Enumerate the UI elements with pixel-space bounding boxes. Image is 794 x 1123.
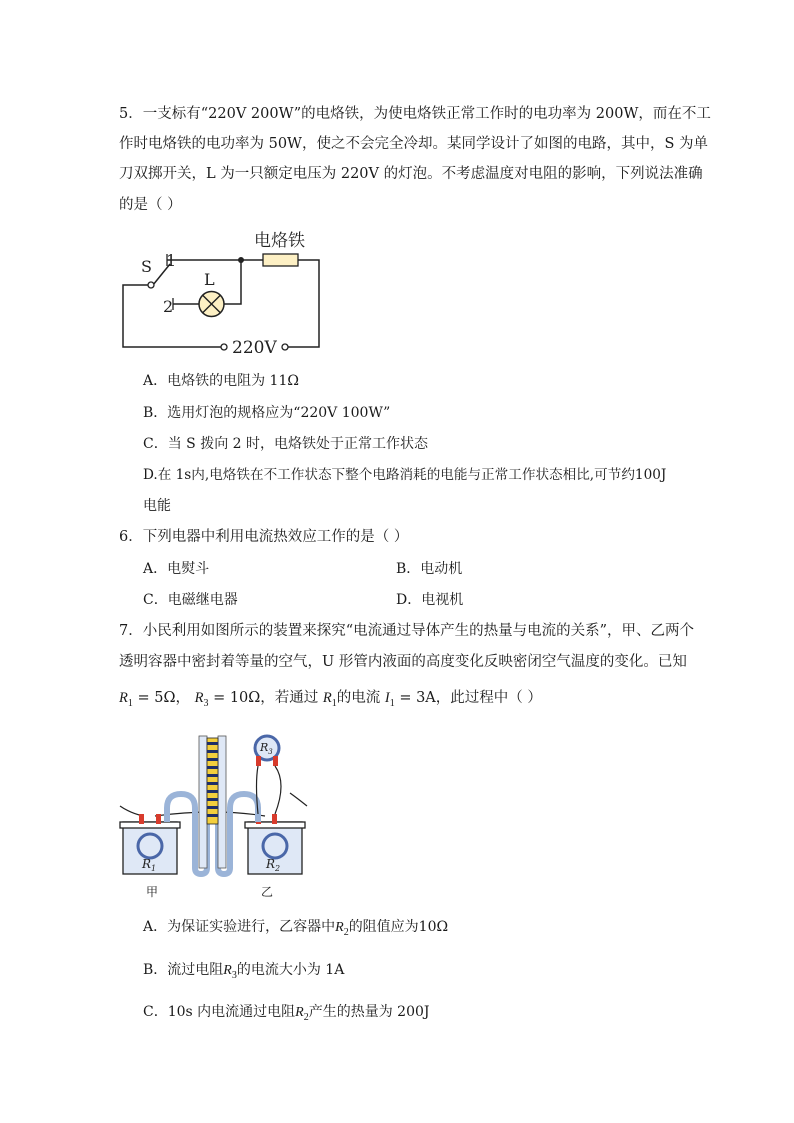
q7-stem-line-2: 透明容器中密封着等量的空气，U 形管内液面的高度变化反映密闭空气温度的变化。已知 [119,654,687,670]
current-through: 的电流 [336,690,381,706]
q7-option-c-pre: C．10s 内电流通过电阻 [143,1004,296,1020]
q7-option-a [143,917,448,943]
r3-symbol-b: $R_3$ [223,963,237,981]
r2-label: $R_2$ [266,857,281,873]
source-label: 220V [232,338,277,357]
lamp-icon [199,292,224,317]
iron-resistor [263,254,298,266]
r1-symbol: $R_1$ [119,690,133,709]
switch-label: S [141,257,152,276]
r3-label: $R_3$ [260,741,273,756]
r2-symbol-c: $R_2$ [295,1005,309,1023]
q7-option-b [143,960,344,986]
q7-option-a-post: 的阻值应为10Ω [348,919,449,935]
q7-apparatus-diagram [115,728,315,903]
q7-option-b-pre: B．流过电阻 [143,962,224,978]
q5-option-d: D.在 1s内,电烙铁在不工作状态下整个电路消耗的电能与正常工作状态相比,可节约100J [143,467,667,483]
lamp-label: L [204,270,215,289]
q5-stem-line-4: 的是（ ） [119,197,182,213]
contact-2-label: 2 [163,297,174,316]
q5-stem-line-2: 作时电烙铁的电功率为 50W，使之不会完全冷却。某同学设计了如图的电路，其中，S 为单 [119,136,709,152]
r1-value: = 5Ω， [137,690,190,706]
i1-symbol: $I_1$ [384,690,395,709]
q6-stem: 6．下列电器中利用电流热效应工作的是（ ） [119,529,409,545]
q5-option-b: B．选用灯泡的规格应为“220V 100W” [143,405,391,421]
q5-stem-line-3: 刀双掷开关，L 为一只额定电压为 220V 的灯泡。不考虑温度对电阻的影响，下列说法准确 [119,166,703,182]
iron-label: 电烙铁 [254,231,305,251]
container-yi-label: 乙 [261,885,274,899]
i1-value: = 3A，此过程中（ ） [399,690,542,706]
q6-option-a: A．电熨斗 [143,561,210,577]
r1-label: $R_1$ [142,857,157,873]
q7-stem-line-1: 7．小民利用如图所示的装置来探究“电流通过导体产生的热量与电流的关系”，甲、乙两个 [119,623,695,639]
q6-option-d: D．电视机 [396,592,464,608]
r1-symbol-2: $R_1$ [322,690,337,709]
r3-symbol: $R_3$ [194,690,209,709]
q6-option-b: B．电动机 [396,561,463,577]
contact-1-label: 1 [166,251,177,270]
container-jia [120,814,180,874]
r2-symbol: $R_2$ [335,920,349,938]
q7-option-c [143,1002,430,1028]
r3-value: = 10Ω，若通过 [213,690,319,706]
q7-option-b-post: 的电流大小为 1A [236,962,345,978]
q5-option-d-cont: 电能 [143,498,171,514]
container-yi [245,814,305,874]
q7-option-c-post: 产生的热量为 200J [308,1004,430,1020]
q5-option-c: C．当 S 拨向 2 时，电烙铁处于正常工作状态 [143,436,429,452]
q7-option-a-pre: A．为保证实验进行，乙容器中 [143,919,336,935]
q6-option-c: C．电磁继电器 [143,592,238,608]
q7-stem-line-3 [119,688,542,714]
q5-circuit-diagram [115,222,330,357]
q5-option-a: A．电烙铁的电阻为 11Ω [143,373,299,389]
container-jia-label: 甲 [146,885,159,899]
q5-stem-line-1: 5．一支标有“220V 200W”的电烙铁，为使电烙铁正常工作时的电功率为 200W，而在不工 [119,106,711,122]
